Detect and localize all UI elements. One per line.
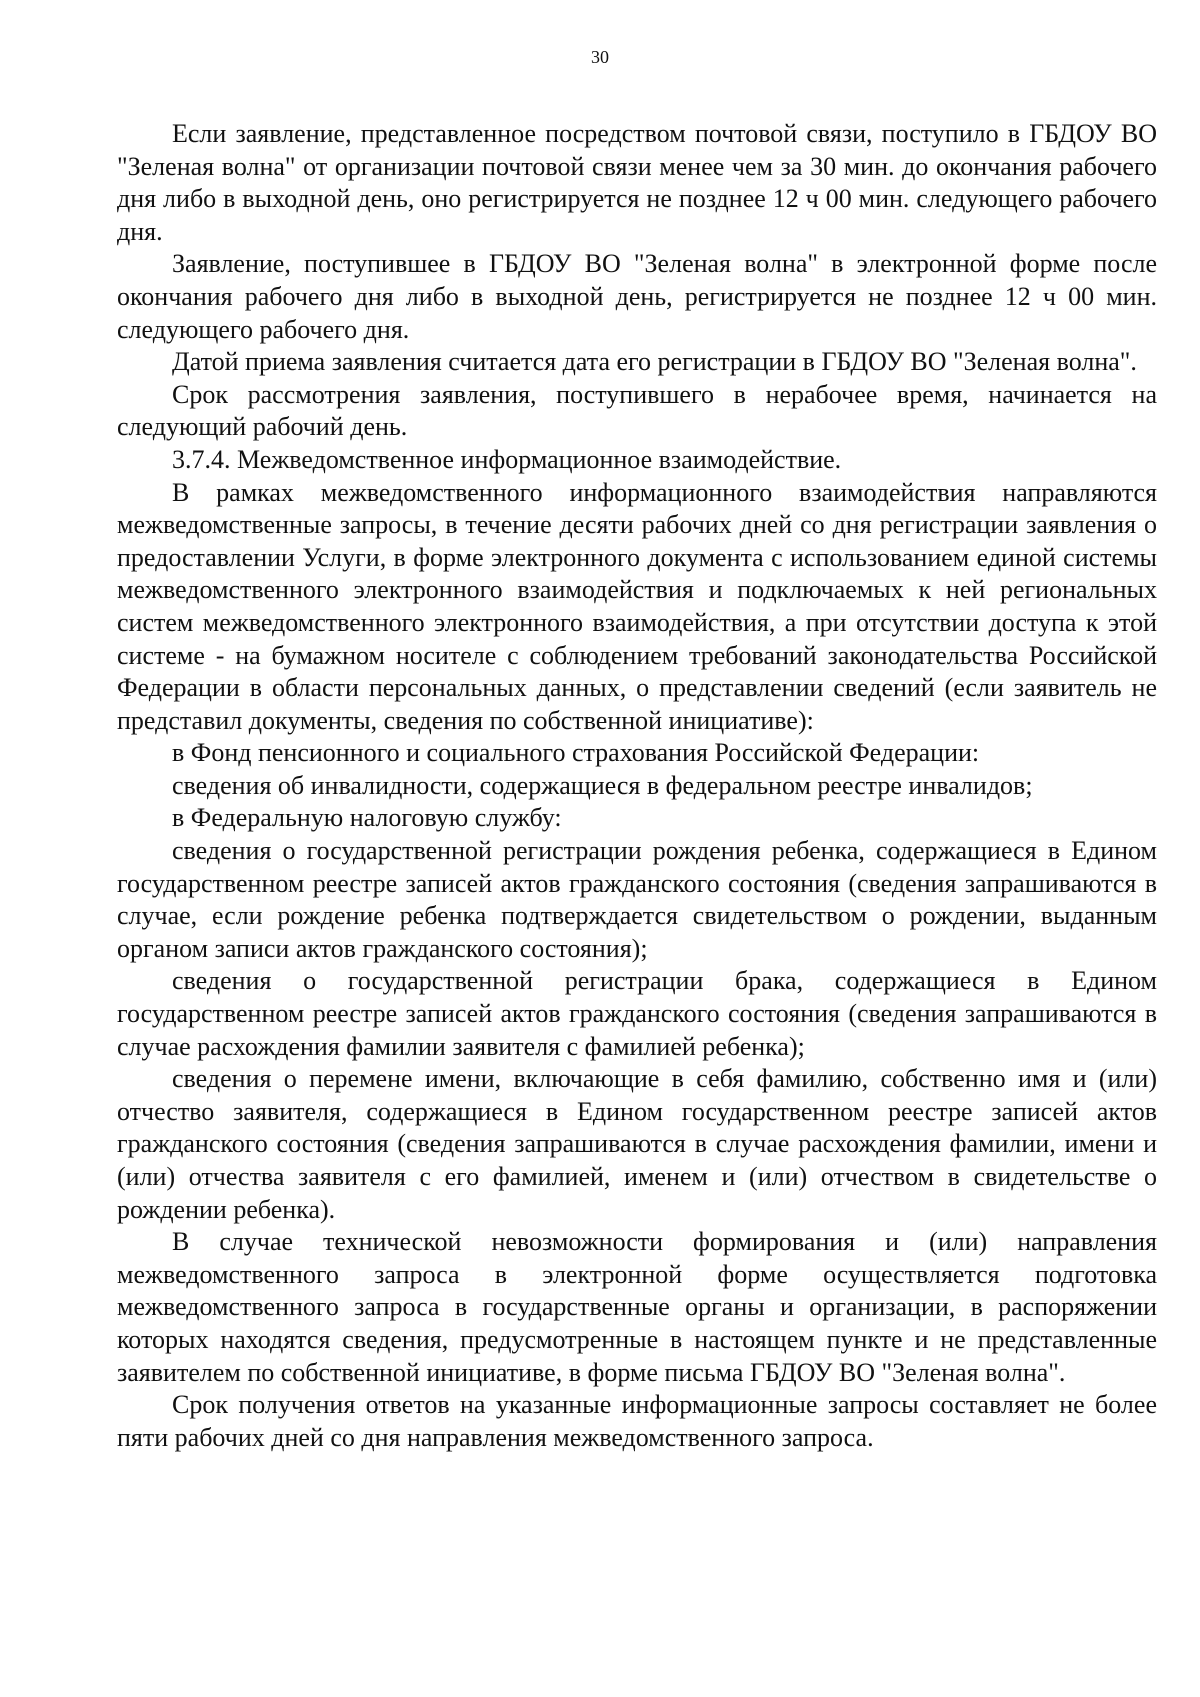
paragraph-interagency-requests: В рамках межведомственного информационного взаимодействия направляются межведомственные запросы, в течение десяти рабочих дней со дня регистрации заявления о предоставлении Услуги, в форме электронного документа с использованием единой системы межведомственного электронного взаимодействия и подключаемых к ней региональных систем межведомственного электронного взаимодействия, а при отсутствии доступа к этой системе - на бумажном носителе с соблюдением требований законодательства Российской Федерации в области персональных данных, о представлении сведений (если заявитель не представил документы, сведения по собственной инициативе): <box>117 477 1157 735</box>
paragraph-tax-service: в Федеральную налоговую службу: <box>172 803 562 833</box>
section-heading-3-7-4: 3.7.4. Межведомственное информационное взаимодействие. <box>172 444 842 474</box>
paragraph-postal-application: Если заявление, представленное посредством почтовой связи, поступило в ГБДОУ ВО "Зеленая волна" от организации почтовой связи менее чем за 30 мин. до окончания рабочего дня либо в выходной день, оно регистрируется не позднее 12 ч 00 мин. следующего рабочего дня. <box>117 119 1157 246</box>
paragraph-disability-info: сведения об инвалидности, содержащиеся в федеральном реестре инвалидов; <box>172 770 1033 800</box>
paragraph-electronic-application: Заявление, поступившее в ГБДОУ ВО "Зеленая волна" в электронной форме после окончания рабочего дня либо в выходной день, регистрируется не позднее 12 ч 00 мин. следующего рабочего дня. <box>117 249 1157 344</box>
document-body <box>117 118 1157 1454</box>
paragraph-pension-fund: в Фонд пенсионного и социального страхования Российской Федерации: <box>172 738 980 768</box>
paragraph-response-term: Срок получения ответов на указанные информационные запросы составляет не более пяти рабочих дней со дня направления межведомственного запроса. <box>117 1390 1157 1452</box>
paragraph-name-change: сведения о перемене имени, включающие в себя фамилию, собственно имя и (или) отчество заявителя, содержащиеся в Едином государственном реестре записей актов гражданского состояния (сведения запрашиваются в случае расхождения фамилии, имени и (или) отчества заявителя с его фамилией, именем и (или) отчеством в свидетельстве о рождении ребенка). <box>117 1064 1157 1224</box>
paragraph-marriage-registration: сведения о государственной регистрации брака, содержащиеся в Едином государственном реестре записей актов гражданского состояния (сведения запрашиваются в случае расхождения фамилии заявителя с фамилией ребенка); <box>117 966 1157 1061</box>
paragraph-technical-impossibility: В случае технической невозможности формирования и (или) направления межведомственного запроса в электронной форме осуществляется подготовка межведомственного запроса в государственные органы и организации, в распоряжении которых находятся сведения, предусмотренные в настоящем пункте и не представленные заявителем по собственной инициативе, в форме письма ГБДОУ ВО "Зеленая волна". <box>117 1227 1157 1387</box>
paragraph-review-term: Срок рассмотрения заявления, поступившего в нерабочее время, начинается на следующий рабочий день. <box>117 379 1157 442</box>
paragraph-birth-registration: сведения о государственной регистрации рождения ребенка, содержащиеся в Едином государственном реестре записей актов гражданского состояния (сведения запрашиваются в случае, если рождение ребенка подтверждается свидетельством о рождении, выданным органом записи актов гражданского состояния); <box>117 836 1157 963</box>
paragraph-acceptance-date: Датой приема заявления считается дата его регистрации в ГБДОУ ВО "Зеленая волна". <box>172 347 1137 377</box>
page-number: 30 <box>591 47 609 67</box>
